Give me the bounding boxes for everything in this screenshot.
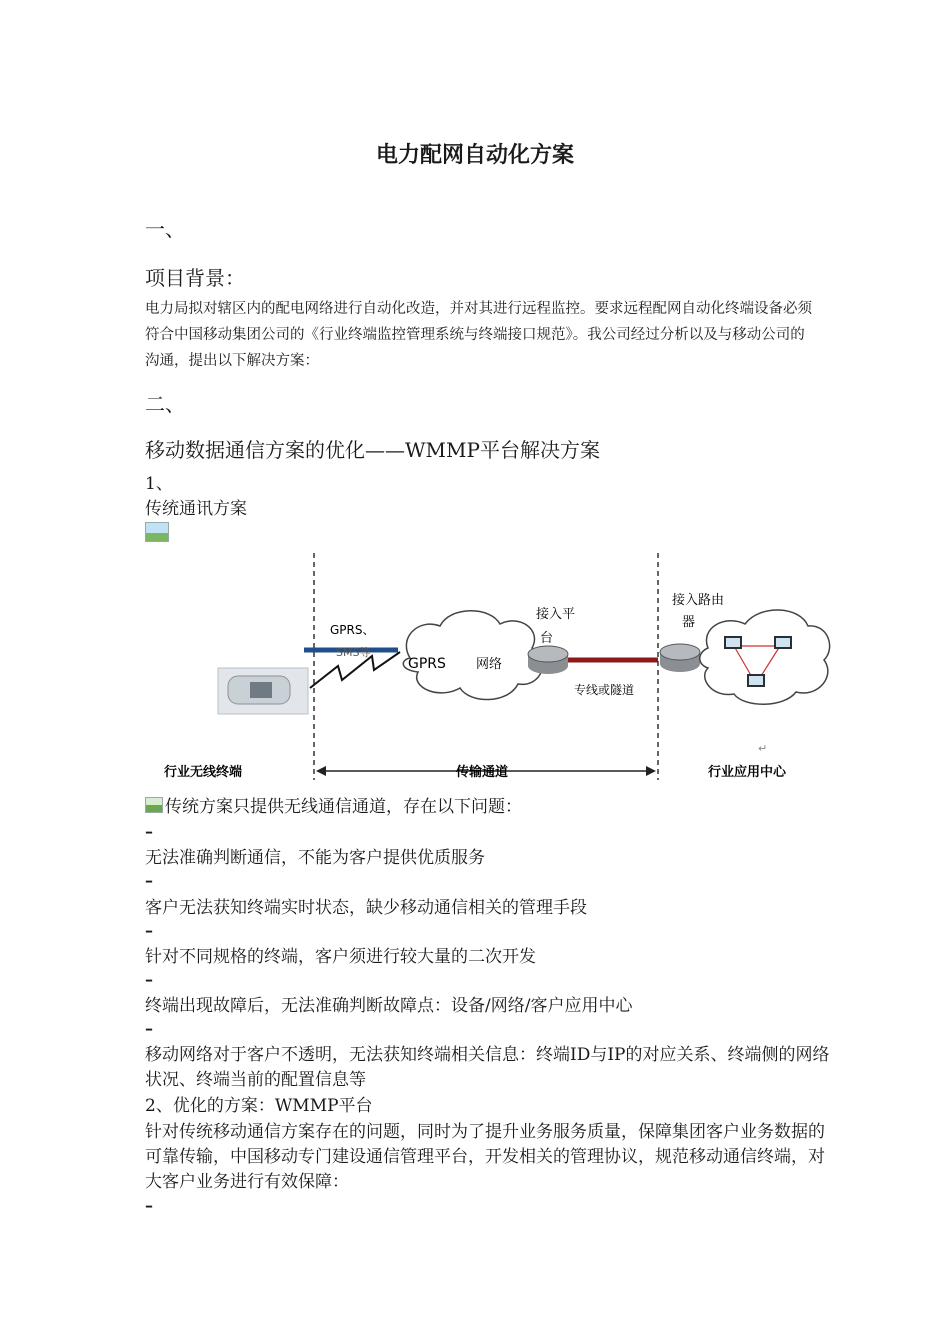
subsection-2-title: 2、优化的方案：WMMP平台 bbox=[145, 1096, 373, 1116]
access-router-label-2: 器 bbox=[682, 615, 696, 630]
problem-item: 无法准确判断通信，不能为客户提供优质服务 bbox=[145, 848, 485, 868]
problem-item: 针对不同规格的终端，客户须进行较大量的二次开发 bbox=[145, 947, 536, 967]
section-2-title: 移动数据通信方案的优化——WMMP平台解决方案 bbox=[145, 438, 600, 462]
access-platform-label-2: 台 bbox=[540, 631, 554, 646]
return-mark: ↵ bbox=[758, 742, 768, 755]
terminal-label: 行业无线终端 bbox=[164, 765, 243, 780]
list-dash: – bbox=[145, 871, 153, 890]
access-platform-router-icon bbox=[528, 646, 568, 674]
problem-item: 移动网络对于客户不透明，无法获知终端相关信息：终端ID与IP的对应关系、终端侧的网络状况、终端当前的配置信息等 bbox=[145, 1045, 830, 1090]
private-line-label: 专线或隧道 bbox=[574, 683, 635, 697]
image-placeholder-icon bbox=[145, 522, 169, 542]
list-dash: – bbox=[145, 970, 153, 989]
subsection-2-body: 针对传统移动通信方案存在的问题，同时为了提升业务服务质量，保障集团客户业务数据的可靠传输，中国移动专门建设通信管理平台，开发相关的管理协议，规范移动通信终端，对大客户业务进行有效保障： bbox=[145, 1122, 825, 1192]
problem-item: 客户无法获知终端实时状态，缺少移动通信相关的管理手段 bbox=[145, 898, 587, 918]
problems-intro bbox=[145, 795, 835, 820]
wireless-terminal-icon bbox=[218, 668, 308, 714]
access-router-icon bbox=[660, 644, 700, 672]
section-1-body: 电力局拟对辖区内的配电网络进行自动化改造，并对其进行远程监控。要求远程配网自动化终端设备必须符合中国移动集团公司的《行业终端监控管理系统与终端接口规范》。我公司经过分析以及与移动公司的沟通，提出以下解决方案： bbox=[145, 301, 812, 369]
application-center-cloud bbox=[700, 610, 830, 704]
document-title: 电力配网自动化方案 bbox=[375, 142, 574, 168]
sms-label: SMS等 bbox=[336, 646, 371, 659]
problems-intro-text: 传统方案只提供无线通信通道，存在以下问题： bbox=[165, 797, 522, 817]
center-label: 行业应用中心 bbox=[708, 765, 787, 780]
list-dash: – bbox=[145, 1019, 153, 1038]
subsection-1-title: 传统通讯方案 bbox=[145, 499, 247, 519]
cloud-network-text: 网络 bbox=[476, 657, 503, 672]
computer-icon bbox=[724, 636, 742, 649]
traditional-network-diagram bbox=[160, 548, 832, 784]
access-router-label-1: 接入路由 bbox=[672, 593, 725, 608]
problem-item: 终端出现故障后，无法准确判断故障点：设备/网络/客户应用中心 bbox=[145, 996, 633, 1016]
section-2-number: 二、 bbox=[145, 392, 185, 416]
list-dash: – bbox=[145, 921, 153, 940]
cloud-gprs-text: GPRS bbox=[408, 656, 446, 672]
subsection-1-number: 1、 bbox=[145, 474, 173, 494]
computer-icon bbox=[774, 636, 792, 649]
access-platform-label-1: 接入平 bbox=[536, 607, 576, 622]
section-1-title: 项目背景： bbox=[145, 266, 245, 290]
list-dash: – bbox=[145, 1196, 153, 1215]
section-1-number: 一、 bbox=[145, 217, 185, 241]
computer-icon bbox=[747, 674, 765, 687]
image-placeholder-icon bbox=[145, 797, 163, 813]
list-dash: – bbox=[145, 822, 153, 841]
channel-label: 传输通道 bbox=[456, 765, 509, 780]
gprs-label: GPRS、 bbox=[330, 623, 375, 637]
